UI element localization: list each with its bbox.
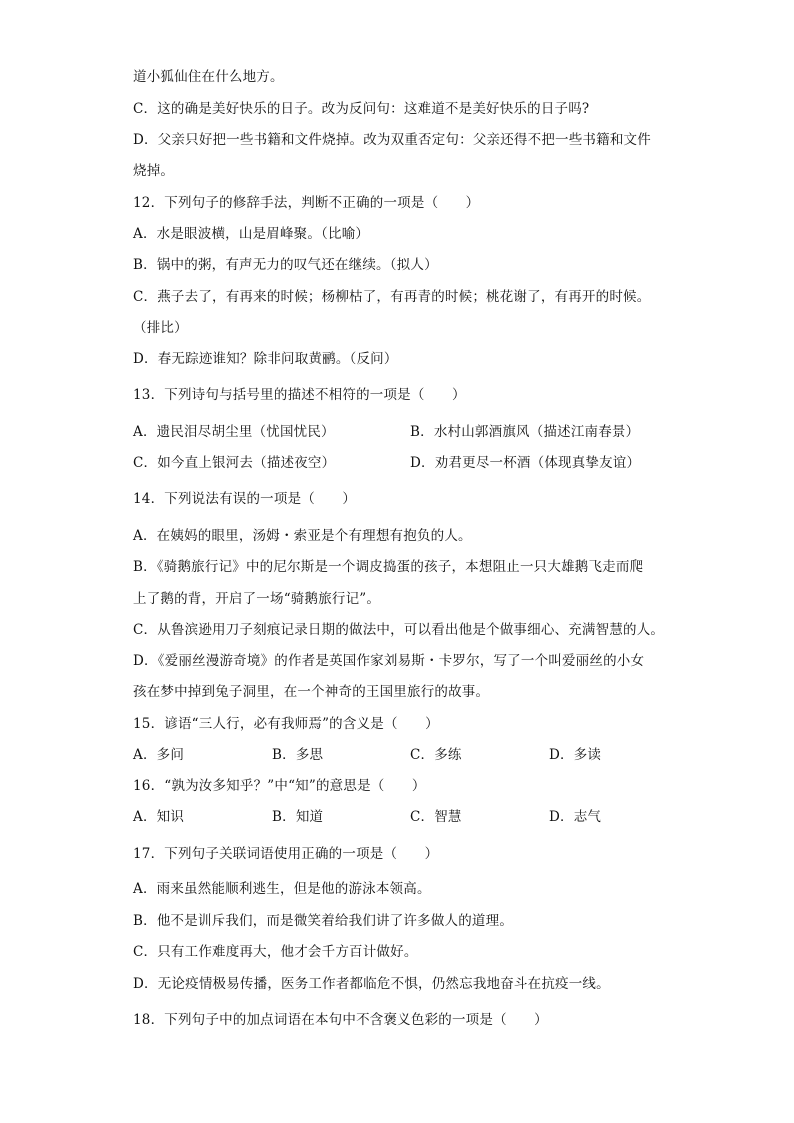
option-d: D．劝君更尽一杯酒（体现真挚友谊） <box>410 455 641 471</box>
option-b: B．《骑鹅旅行记》中的尼尔斯是一个调皮捣蛋的孩子，本想阻止一只大雄鹅飞走而爬 <box>133 559 644 575</box>
text-line: 烧掉。 <box>133 163 175 179</box>
option-d: D．春无踪迹谁知？除非问取黄鹂。（反问） <box>133 351 398 367</box>
option-a: A．遗民泪尽胡尘里（忧国忧民） <box>133 424 335 440</box>
option-a: A．水是眼波横，山是眉峰聚。（比喻） <box>133 226 370 242</box>
option-c: C．智慧 <box>410 809 462 825</box>
option-c: C．从鲁滨逊用刀子刻痕记录日期的做法中，可以看出他是个做事细心、充满智慧的人。 <box>133 622 665 638</box>
question-12-stem: 12．下列句子的修辞手法，判断不正确的一项是（ ） <box>133 195 480 211</box>
option-b: B．水村山郭酒旗风（描述江南春景） <box>410 424 640 440</box>
question-14-stem: 14．下列说法有误的一项是（ ） <box>133 491 357 507</box>
option-b: B．知道 <box>272 809 324 825</box>
option-d: D．多读 <box>549 747 602 763</box>
option-c: C．如今直上银河去（描述夜空） <box>133 455 336 471</box>
option-b: B．多思 <box>272 747 324 763</box>
text-line: 道小狐仙住在什么地方。 <box>133 69 284 85</box>
text-line: D．父亲只好把一些书籍和文件烧掉。改为双重否定句：父亲还得不把一些书籍和文件 <box>133 132 651 148</box>
option-b: B．他不是训斥我们，而是微笑着给我们讲了许多做人的道理。 <box>133 913 514 929</box>
option-d: D．无论疫情极易传播，医务工作者都临危不惧，仍然忘我地奋斗在抗疫一线。 <box>133 976 610 992</box>
option-c-continued: （排比） <box>133 320 188 336</box>
option-b-continued: 上了鹅的背，开启了一场“骑鹅旅行记”。 <box>133 591 381 607</box>
option-d: D．《爱丽丝漫游奇境》的作者是英国作家刘易斯・卡罗尔，写了一个叫爱丽丝的小女 <box>133 653 645 669</box>
question-16-stem: 16．“孰为汝多知乎？”中“知”的意思是（ ） <box>133 778 426 794</box>
option-a: A．雨来虽然能顺利逃生，但是他的游泳本领高。 <box>133 881 431 897</box>
question-13-stem: 13．下列诗句与括号里的描述不相符的一项是（ ） <box>133 387 466 403</box>
question-17-stem: 17．下列句子关联词语使用正确的一项是（ ） <box>133 846 439 862</box>
option-c: C．燕子去了，有再来的时候；杨柳枯了，有再青的时候；桃花谢了，有再开的时候。 <box>133 289 651 305</box>
text-line: C．这的确是美好快乐的日子。改为反问句：这难道不是美好快乐的日子吗? <box>133 101 590 117</box>
option-a: A．在姨妈的眼里，汤姆・索亚是个有理想有抱负的人。 <box>133 528 472 544</box>
option-d-continued: 孩在梦中掉到兔子洞里，在一个神奇的王国里旅行的故事。 <box>133 684 490 700</box>
option-d: D．志气 <box>549 809 602 825</box>
option-c: C．多练 <box>410 747 462 763</box>
option-b: B．锅中的粥，有声无力的叹气还在继续。（拟人） <box>133 257 438 273</box>
question-15-stem: 15．谚语“三人行，必有我师焉”的含义是（ ） <box>133 716 439 732</box>
option-c: C．只有工作难度再大，他才会千方百计做好。 <box>133 944 418 960</box>
option-a: A．多问 <box>133 747 185 763</box>
question-18-stem: 18．下列句子中的加点词语在本句中不含褒义色彩的一项是（ ） <box>133 1012 548 1028</box>
option-a: A．知识 <box>133 809 185 825</box>
